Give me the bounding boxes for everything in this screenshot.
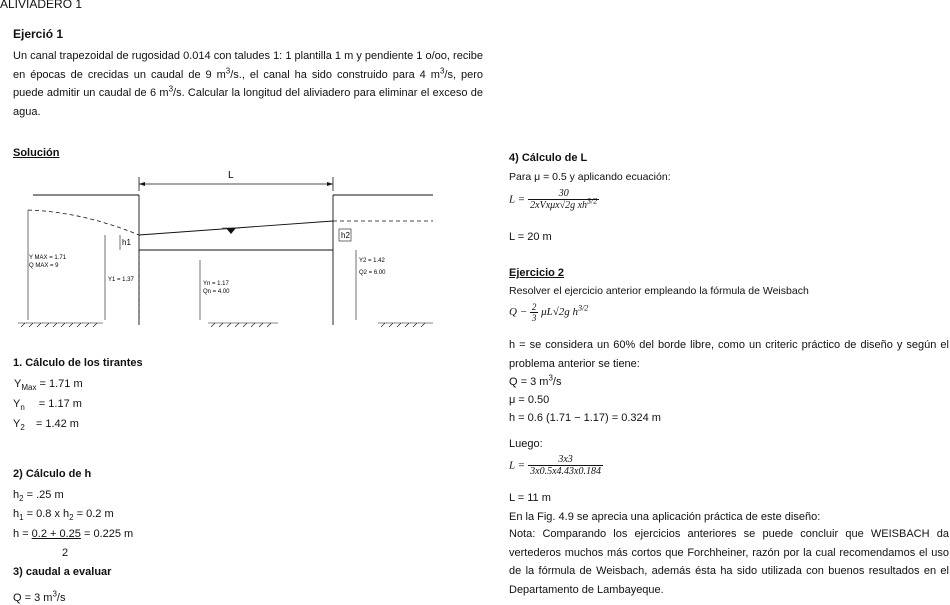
q2-line: Q = 3 $m^3/s$ xyxy=(509,373,562,388)
h-calc-line: h = 0.6 (1.71 − 1.17) = 0.324 m xyxy=(509,412,661,424)
yn-line: $Y_n = 1.17$ m xyxy=(13,398,82,413)
section-2-title: 2) Cálculo de h xyxy=(13,468,92,480)
formula-L-2: L = $\frac{3x3}{3x0.5x4.43x0.184}$ xyxy=(509,454,601,477)
exercise-2-intro: Resolver el ejercicio anterior empleando la fórmula de Weisbach xyxy=(509,285,809,297)
section-1-title: 1. Cálculo de los tirantes xyxy=(13,357,143,369)
conclusion-note: Nota: Comparando los ejercicios anteriores se puede concluir que WEISBACH da vertederos muchos más cortos que Forchheiner, razón por la cual recomendamos el uso de la fórmula de Weisbach, además ésta ha sido utilizada con buenos resultados en el Departamento de Lambayeque. xyxy=(509,528,949,596)
h1-line: $h_1 = 0.8$ x $h_2 = 0.2$ m xyxy=(13,508,114,523)
ground-hatch xyxy=(18,323,433,327)
section-4-result: L = 20 m xyxy=(509,231,552,243)
formula-L-1: L = $\frac{30}{2xVx\mu x√2g xh^{3/2}}$ xyxy=(509,188,598,211)
h2-label: h2 xyxy=(341,231,350,240)
h1-label: h1 xyxy=(122,238,131,247)
section-4-intro: Para μ = 0.5 y aplicando ecuación: xyxy=(509,171,671,183)
weisbach-formula: Q − $\frac{2}{3}$ μL√2g $h^{3/2}$ xyxy=(509,302,589,323)
y2-line: $Y_2 = 1.42$ m xyxy=(13,418,79,433)
ymax-line: $Y_{Max} = 1.71$ m xyxy=(14,378,83,393)
q2-label: Q2 = 6.00 xyxy=(359,270,386,276)
channel-diagram xyxy=(13,165,438,330)
exercise-1-statement: Un canal trapezoidal de rugosidad 0.014 con taludes 1: 1 plantilla 1 m y pendiente 1 o/oo, recibe en épocas de crecidas un caudal de 9 $m^3/s$., el canal ha sido construido para 4 $m^3/s$, pero puede admitir un caudal de 6 $m^3/s$. Calcular la longitud del aliviadero para eliminar el exceso de agua. xyxy=(13,50,483,118)
exercise-1-title: Ejerció 1 xyxy=(13,27,64,41)
figure-note: En la Fig. 4.9 se aprecia una aplicación práctica de este diseño: xyxy=(509,511,821,523)
dim-L-label: L xyxy=(228,170,234,181)
qn-label: Qn = 4.00 xyxy=(203,289,230,295)
mu-line: μ = 0.50 xyxy=(509,394,550,406)
exercise-2-result: L = 11 m xyxy=(509,492,551,504)
section-4-title: 4) Cálculo de L xyxy=(509,152,588,164)
h-explanation: h = se considera un 60% del borde libre, como un criteric práctico de diseño y según el problema anterior se tiene: xyxy=(509,339,949,370)
h-denominator: 2 xyxy=(62,547,69,559)
h-line: h = 0.2 + 0.25 = 0.225 m xyxy=(13,528,134,540)
luego-label: Luego: xyxy=(509,438,543,450)
section-3-title: 3) caudal a evaluar xyxy=(13,566,112,578)
exercise-2-title: Ejercicio 2 xyxy=(509,267,565,279)
y2-label: Y2 = 1.42 xyxy=(359,258,385,264)
yn-label: Yn = 1.17 xyxy=(203,281,229,287)
q-line: Q = 3 $m^3/s$ xyxy=(13,589,66,604)
y1-label: Y1 = 1.37 xyxy=(108,277,134,283)
h2-line: $h_2 = .25$ m xyxy=(13,489,64,504)
solution-title: Solución xyxy=(13,147,60,159)
page-header: ALIVIADERO 1 xyxy=(0,0,83,11)
ymax-label: Y MAX = 1.71 xyxy=(29,255,67,261)
qmax-label: Q MAX = 9 xyxy=(29,263,59,269)
